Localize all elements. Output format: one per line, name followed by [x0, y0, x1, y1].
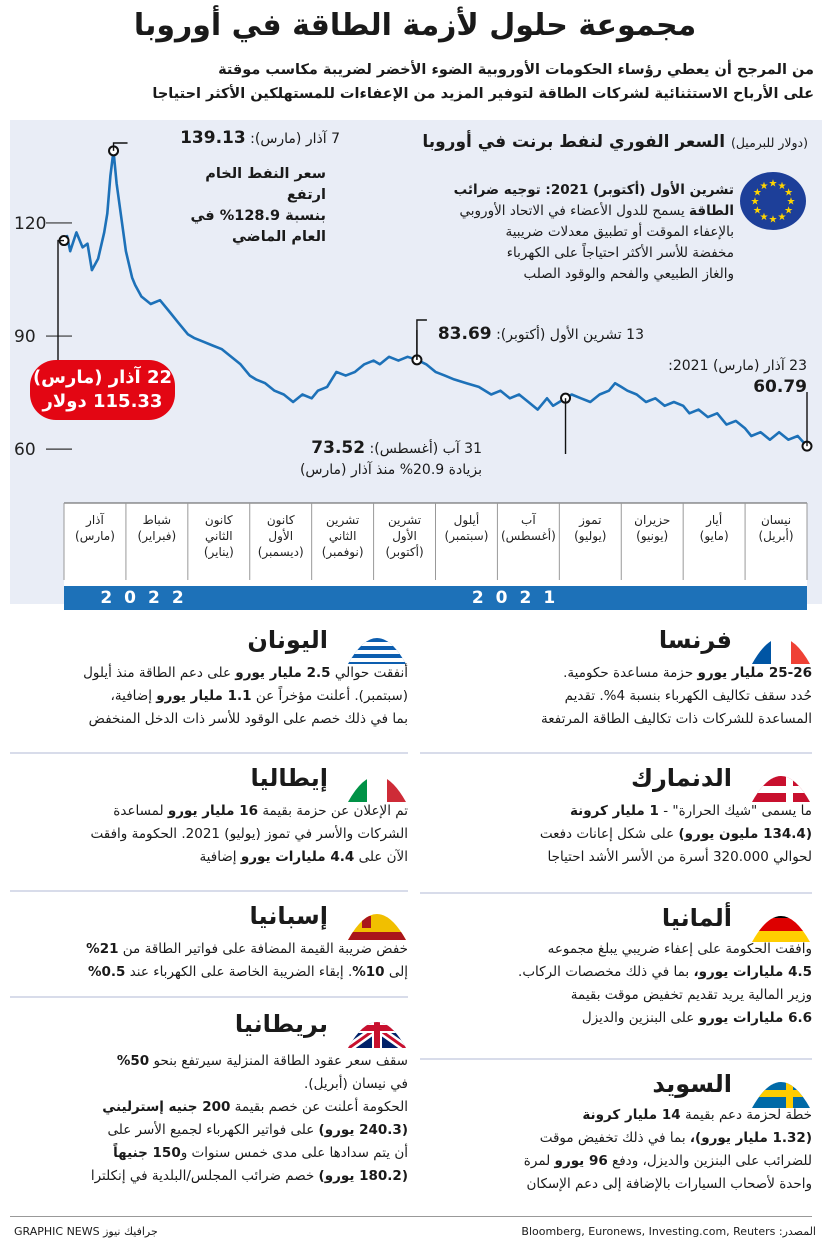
denmark-text [420, 800, 812, 869]
year-label-2022: 2022 [100, 588, 196, 608]
spain-name: إسبانيا [249, 902, 328, 930]
y-tick-label: 120 [14, 213, 47, 234]
month-label: تشرين [326, 513, 360, 527]
germany-text-2: بما في ذلك مخصصات الركاب. [518, 964, 690, 980]
italy-text-2: الشركات والأسر في تموز (يوليو) 2021. الحكومة وافقت [90, 826, 408, 842]
italy-name: إيطاليا [250, 764, 328, 792]
greece-text-2a: (سبتمبر). أعلنت مؤخراً عن [255, 688, 408, 704]
denmark-text-2: على شكل إعانات دفعت [539, 826, 675, 842]
divider [10, 752, 408, 754]
greece-amount-2: 1.1 مليار يورو [156, 688, 252, 704]
uk-flag-icon [346, 1006, 408, 1050]
germany-name: ألمانيا [661, 904, 732, 932]
annotation-august-increase: بزيادة 20.9% منذ آذار (مارس) [299, 462, 482, 478]
card-italy [10, 758, 408, 888]
eu-star-icon: ★ [752, 205, 762, 217]
divider [420, 1058, 812, 1060]
eu-star-icon: ★ [759, 212, 769, 224]
card-germany [420, 898, 812, 1058]
eu-note-text-1: يسمح للدول الأعضاء في الاتحاد الأوروبي [459, 203, 685, 219]
page-subtitle [14, 58, 814, 106]
italy-text-3a: الآن على [358, 849, 408, 865]
annotation-start-label: 23 آذار (مارس) 2021: [668, 358, 807, 374]
footer-brand: GRAPHIC NEWS جرافيك نيوز [14, 1225, 158, 1238]
month-label: نيسان [760, 513, 792, 527]
month-label: أيلول [453, 513, 480, 527]
annotation-rise-line-1: سعر النفط الخام ارتفع [205, 166, 326, 203]
denmark-text-3: لحوالي 320.000 أسرة من الأسر الأشد احتياجا [547, 849, 812, 865]
month-label: (يونيو) [636, 529, 669, 543]
sweden-text-4: واحدة لأصحاب السيارات بالإضافة إلى دعم الإسكان [526, 1176, 812, 1192]
month-label: (أغسطس) [500, 529, 556, 543]
badge-price: 115.33 دولار [42, 391, 163, 412]
page-title: مجموعة حلول لأزمة الطاقة في أوروبا [133, 8, 697, 43]
annotation-august [272, 438, 482, 481]
month-label: آب [521, 513, 536, 527]
spain-value-1: 21% [86, 941, 119, 957]
divider [420, 892, 812, 894]
spain-text-1: خفض ضريبة القيمة المضافة على فواتير الطاقة من [122, 941, 408, 957]
eu-directive-note [394, 180, 734, 285]
uk-amount-3: 150 جنيهاً [113, 1145, 181, 1161]
card-france [420, 620, 812, 750]
sweden-name: السويد [652, 1070, 732, 1098]
germany-text-4: على البنزين والديزل [581, 1010, 695, 1026]
current-leader [58, 241, 64, 365]
sweden-text-3b: لمرة [523, 1153, 551, 1169]
uk-text-1: سقف سعر عقود الطاقة المنزلية سيرتفع بنحو [153, 1053, 408, 1069]
germany-text-1: وافقت الحكومة على إعفاء ضريبي يبلغ مجموعه [547, 941, 812, 957]
annotation-october-value: 83.69 [437, 324, 492, 344]
month-label: (ديسمبر) [257, 545, 304, 559]
chart-title-text: السعر الفوري لنفط برنت في أوروبا [422, 132, 726, 152]
annotation-peak-value: 139.13 [180, 128, 246, 148]
italy-text-1a: تم الإعلان عن حزمة بقيمة [262, 803, 408, 819]
italy-flag-icon [346, 760, 408, 804]
uk-text-4: على فواتير الكهرباء لجميع الأسر على [107, 1122, 315, 1138]
greece-name: اليونان [247, 626, 328, 654]
month-label: آذار [86, 513, 104, 527]
divider [10, 890, 408, 892]
annotation-rise-line-3: العام الماضي [232, 229, 326, 245]
sweden-text-3: للضرائب على البنزين والديزل، ودفع [612, 1153, 812, 1169]
month-label: أيار [706, 513, 723, 527]
italy-amount-1: 16 مليار يورو [167, 803, 259, 819]
sweden-text-2: بما في ذلك تخفيض موقت [539, 1130, 686, 1146]
eu-star-icon: ★ [750, 196, 760, 208]
uk-text-2: في نيسان (أبريل). [304, 1076, 408, 1092]
germany-text [420, 938, 812, 1030]
annotation-start [642, 356, 807, 399]
spain-value-3: 0.5% [87, 964, 126, 980]
eu-star-icon: ★ [752, 187, 762, 199]
denmark-amount-1: 1 مليار كرونة [569, 803, 659, 819]
month-label: كانون [266, 513, 295, 527]
denmark-flag-icon [750, 760, 812, 804]
france-text-3: المساعدة للشركات ذات تكاليف الطاقة المرتفعة [541, 711, 812, 727]
month-label: (أكتوبر) [385, 545, 424, 559]
uk-value-1: 50% [116, 1053, 150, 1069]
uk-text-5: أن يتم سدادها على مدى خمس سنوات و [180, 1145, 408, 1161]
uk-amount-4: (180.2 يورو) [318, 1168, 408, 1184]
greece-text-1b: على دعم الطاقة منذ أيلول [83, 665, 231, 681]
month-label: تموز [579, 513, 602, 527]
france-text [420, 662, 812, 731]
annotation-october [394, 324, 644, 346]
sweden-text-1: خطة لحزمة دعم بقيمة [684, 1107, 812, 1123]
greece-text [10, 662, 408, 731]
y-tick-label: 60 [14, 440, 36, 461]
uk-name: بريطانيا [234, 1010, 328, 1038]
card-denmark [420, 758, 812, 898]
current-price-badge [30, 360, 175, 420]
germany-amount-2: 6.6 مليارات يورو [698, 1010, 812, 1026]
month-label: تشرين [387, 513, 422, 527]
month-label: حزيران [634, 513, 671, 527]
greece-flag-icon [346, 622, 408, 666]
eu-note-text-2: بالإعفاء الموقت أو تطبيق معدلات ضريبية [505, 224, 734, 240]
eu-star-icon: ★ [777, 180, 787, 192]
month-label: (أبريل) [758, 529, 794, 543]
greece-amount-1: 2.5 مليار يورو [235, 665, 331, 681]
sweden-amount-3: 96 يورو [554, 1153, 608, 1169]
year-label-2021: 2021 [471, 588, 568, 608]
germany-amount-1: 4.5 مليارات يورو، [693, 964, 812, 980]
uk-amount-1: 200 جنيه إسترليني [102, 1099, 231, 1115]
month-label: الثاني [204, 529, 233, 543]
card-spain [10, 896, 408, 996]
italy-amount-2: 4.4 مليارات يورو [240, 849, 355, 865]
eu-star-icon: ★ [784, 187, 794, 199]
eu-note-text-4: والغاز الطبيعي والفحم والوقود الصلب [523, 266, 734, 282]
subtitle-line-1: من المرجح أن يعطي رؤساء الحكومات الأوروبية الضوء الأخضر لضريبة مكاسب موقتة [218, 62, 814, 78]
spain-text-2a: إلى [388, 964, 408, 980]
sweden-amount-2: (1.32 مليار يورو)، [689, 1130, 812, 1146]
footer-divider [10, 1216, 812, 1217]
greece-text-2b: إضافية، [110, 688, 152, 704]
greece-text-1a: أنفقت حوالي [334, 665, 408, 681]
spain-text [10, 938, 408, 984]
spain-flag-icon [346, 898, 408, 942]
divider [420, 752, 812, 754]
italy-text [10, 800, 408, 869]
spain-value-2: 10% [352, 964, 385, 980]
eu-note-bold-1: تشرين الأول (أكتوبر) 2021: توجيه ضرائب [453, 182, 734, 198]
annotation-august-label: 31 آب (أغسطس): [369, 441, 482, 457]
badge-date: 22 آذار (مارس) [32, 367, 173, 388]
france-text-2: حُدد سقف تكاليف الكهرباء بنسبة 4%. تقديم [564, 688, 812, 704]
month-label: شباط [142, 513, 172, 527]
month-label: (نوفمبر) [321, 545, 364, 559]
annotation-peak [120, 128, 340, 150]
card-sweden [420, 1064, 812, 1214]
month-label: (مايو) [699, 529, 729, 543]
italy-text-1b: لمساعدة [113, 803, 164, 819]
annotation-rise-line-2: بنسبة 128.9% في [190, 208, 326, 224]
annotation-october-label: 13 تشرين الأول (أكتوبر): [496, 327, 644, 343]
france-flag-icon [750, 622, 812, 666]
sweden-amount-1: 14 مليار كرونة [582, 1107, 681, 1123]
denmark-text-1: ما يسمى "شيك الحرارة" - [663, 803, 812, 819]
uk-text-3: الحكومة أعلنت عن خصم بقيمة [234, 1099, 408, 1115]
annotation-start-value: 60.79 [753, 377, 807, 397]
month-label: كانون [204, 513, 233, 527]
y-tick-label: 90 [14, 327, 36, 348]
eu-star-icon: ★ [768, 214, 778, 226]
france-name: فرنسا [658, 626, 732, 654]
eu-star-icon: ★ [777, 212, 787, 224]
denmark-name: الدنمارك [630, 764, 732, 792]
germany-text-3: وزير المالية يريد تقديم تخفيض موقت بقيمة [570, 987, 812, 1003]
sweden-text [420, 1104, 812, 1196]
chart-unit: (دولار للبرميل) [730, 135, 808, 150]
uk-text-6: خصم ضرائب المجلس/البلدية في إنكلترا [90, 1168, 315, 1184]
eu-star-icon: ★ [784, 205, 794, 217]
eu-note-text-3: مخفضة للأسر الأكثر احتياجاً على الكهرباء [506, 245, 734, 261]
month-label: الثاني [328, 529, 357, 543]
month-label: (فبراير) [137, 529, 177, 543]
eu-star-icon: ★ [786, 196, 796, 208]
month-label: (سبتمبر) [444, 529, 489, 543]
month-label: الأول [392, 529, 417, 543]
greece-text-3: بما في ذلك خصم على الوقود للأسر ذات الدخل المنخفض [88, 711, 408, 727]
uk-amount-2: (240.3 يورو) [318, 1122, 408, 1138]
eu-star-icon: ★ [759, 180, 769, 192]
eu-flag-icon [738, 170, 808, 232]
footer-source: المصدر: Bloomberg, Euronews, Investing.com, Reuters [521, 1225, 816, 1238]
subtitle-line-2: على الأرباح الاستثنائية لشركات الطاقة لتوفير المزيد من الإعفاءات للمستهلكين الأكثر احتياجا [152, 86, 814, 102]
france-amount: 25-26 مليار يورو [697, 665, 812, 681]
france-text-1: حزمة مساعدة حكومية. [563, 665, 694, 681]
card-greece [10, 620, 408, 750]
annotation-peak-label: 7 آذار (مارس): [250, 131, 340, 147]
uk-text [10, 1050, 408, 1188]
annotation-august-value: 73.52 [311, 438, 366, 458]
eu-star-icon: ★ [768, 178, 778, 190]
month-label: الأول [268, 529, 294, 543]
denmark-amount-2: (134.4 مليون يورو) [678, 826, 812, 842]
chart-title [422, 132, 808, 152]
card-uk [10, 1004, 408, 1214]
month-label: (يناير) [203, 545, 234, 559]
spain-text-2b: . إبقاء الضريبة الخاصة على الكهرباء عند [129, 964, 353, 980]
italy-text-3b: إضافية [199, 849, 237, 865]
annotation-rise [186, 164, 326, 248]
divider [10, 996, 408, 998]
eu-note-bold-2: الطاقة [689, 203, 734, 219]
month-label: (مارس) [75, 529, 115, 543]
month-label: (يوليو) [574, 529, 607, 543]
